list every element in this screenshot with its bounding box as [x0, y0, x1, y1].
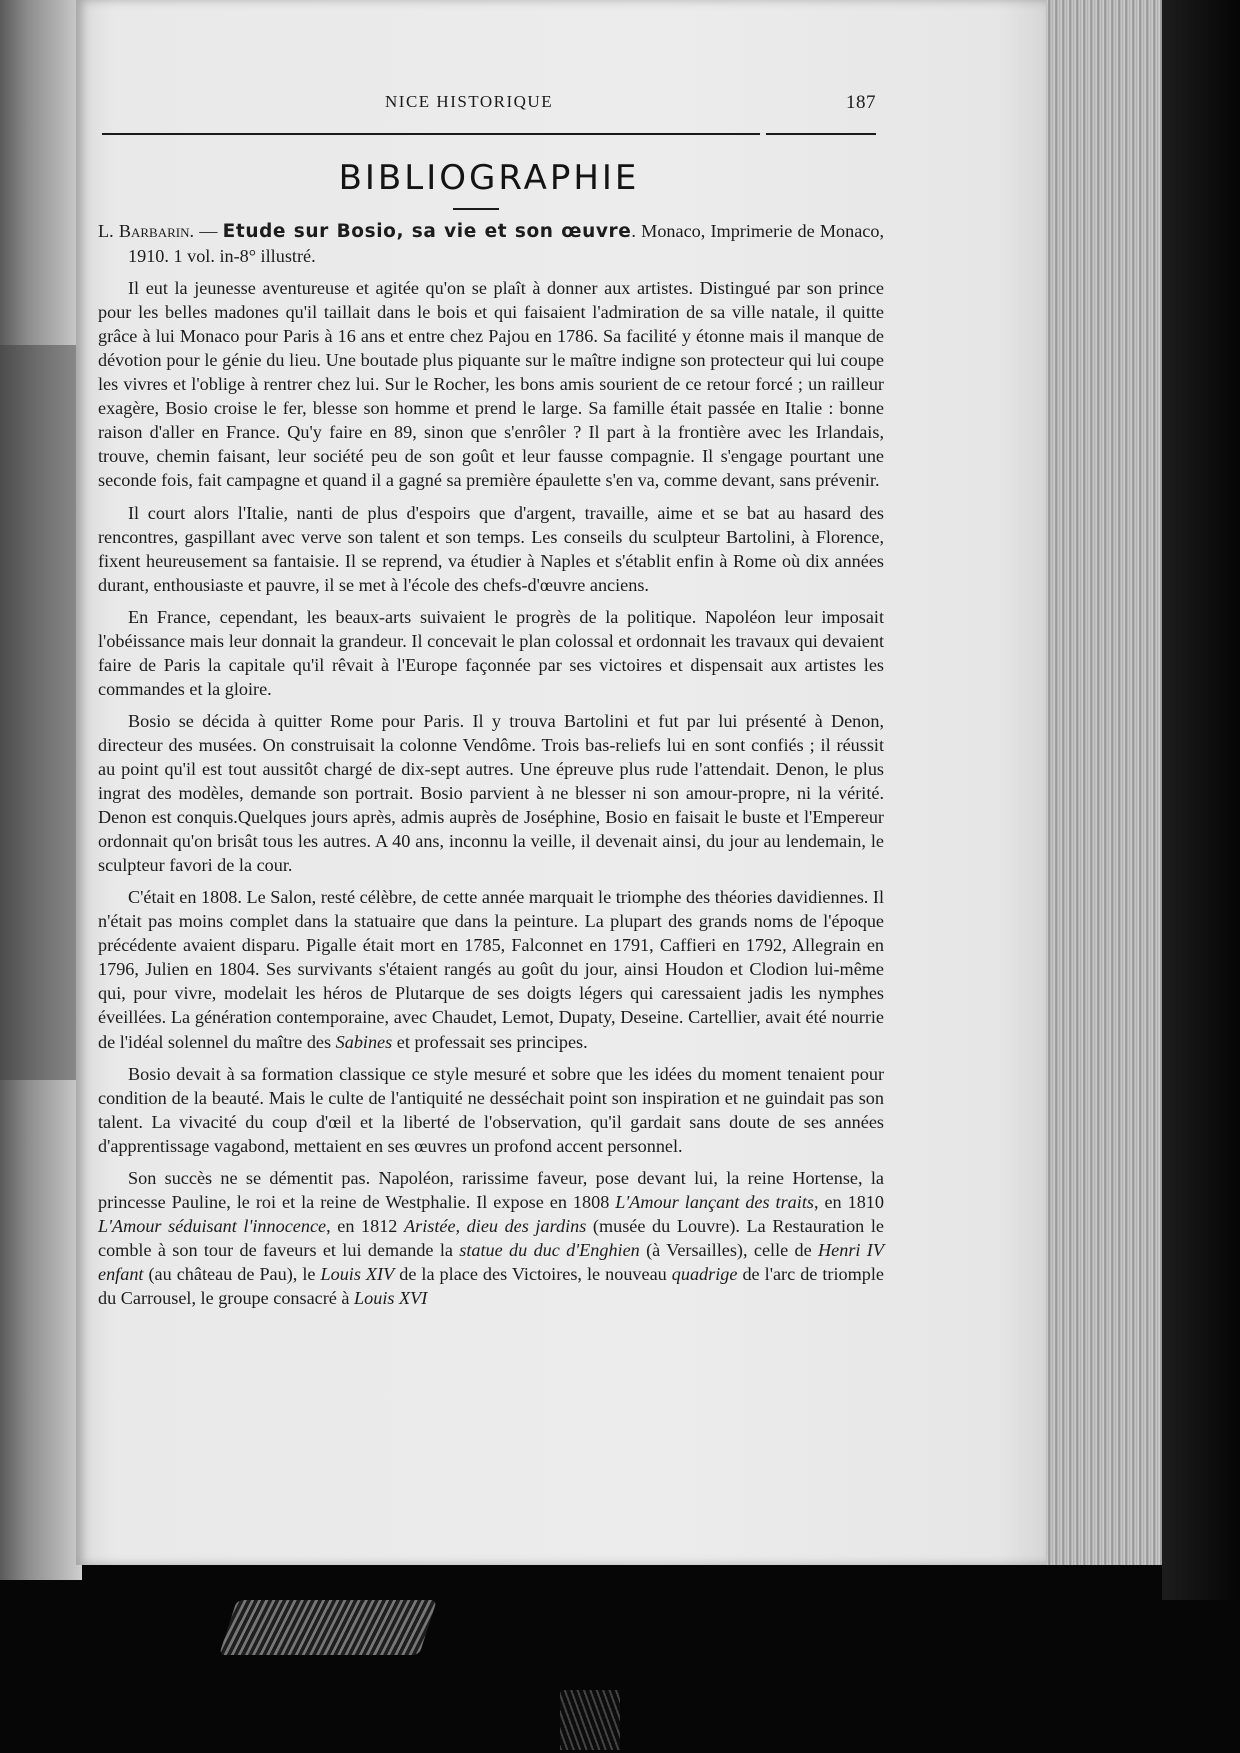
entry-dash: —: [194, 221, 223, 241]
paragraph: Il eut la jeunesse aventureuse et agitée qu'on se plaît à donner aux artistes. Distingué par son prince pour les belles madones qu'il taillait dans le bois et qui faisaient l'admiration de sa ville natale, il quitte grâce à lui Monaco pour Paris à 16 ans et entre chez Pajou en 1786. Sa facilité y étonne mais il manque de dévotion pour le génie du lieu. Une boutade plus piquante sur le maître indigne son protecteur qui lui coupe les vivres et l'oblige à rentrer chez lui. Sur le Rocher, les bons amis sourient de ce retour forcé ; un railleur exagère, Bosio croise le fer, blesse son homme et prend le large. Sa famille était passée en Italie : bonne raison d'aller en France. Qu'y faire en 89, sinon que s'enrôler ? Il part à la frontière avec les Irlandais, trouve, chemin faisant, leur société peu de son goût et leur fausse compagnie. Il s'engage pourtant une seconde fois, fait campagne et quand il a gagné sa première épaulette s'en va, comme devant, sans prévenir.: [98, 278, 884, 491]
scanner-right-shadow: [1162, 0, 1240, 1600]
scan-artifact: [560, 1690, 620, 1750]
italic-title: Sabines: [335, 1031, 393, 1052]
scanner-left-margin: [0, 0, 82, 1580]
section-title: BIBLIOGRAPHIE: [338, 158, 640, 198]
italic-title: Aristée, dieu des jardins: [404, 1215, 587, 1236]
italic-title: L'Amour lançant des traits: [615, 1191, 814, 1212]
paragraph: [98, 885, 884, 1053]
italic-title: Louis XIV: [320, 1263, 395, 1284]
entry-publication: . Monaco, Imprimerie de Monaco, 1910. 1 vol. in-8° illustré.: [128, 221, 885, 267]
paragraph-text: , en 1812: [326, 1215, 404, 1236]
bibliography-entry: [98, 219, 884, 268]
italic-title: quadrige: [671, 1263, 738, 1284]
paragraph: Bosio devait à sa formation classique ce style mesuré et sobre que les idées du moment tenaient pour condition de la beauté. Mais le culte de l'antiquité ne desséchait point son inspiration et ne guindait pas son talent. La vivacité du coup d'œil et la liberté de l'observation, qu'il gardait sans doute de ses années d'apprentissage vagabond, mettaient en ses œuvres un profond accent personnel.: [98, 1063, 884, 1156]
italic-title: Henri IV enfant: [98, 1239, 884, 1284]
paragraph: En France, cependant, les beaux-arts suivaient le progrès de la politique. Napoléon leur imposait l'obéissance mais leur donnait la grandeur. Il concevait le plan colossal et ordonnait les travaux qui devaient faire de Paris la capitale qu'il rêvait à l'Europe façonnée par ses victoires et dispensait aux artistes les commandes et la gloire.: [98, 606, 884, 699]
paragraph: Il court alors l'Italie, nanti de plus d'espoirs que d'argent, travaille, aime et se bat au hasard des rencontres, gaspillant avec verve son talent et son temps. Les conseils du sculpteur Bartolini, à Florence, fixent heureusement sa fantaisie. Il se reprend, va étudier à Naples et s'établit enfin à Rome où dix années durant, enthousiaste et pauvre, il se met à l'école des chefs-d'œuvre anciens.: [98, 502, 884, 595]
entry-author: L. Barbarin.: [98, 221, 195, 241]
running-head: [102, 92, 876, 118]
paragraph-text: (musée du Louvre). La Restauration le comble à son tour de faveurs et lui demande la: [98, 1215, 884, 1260]
paragraph-text: (au château de Pau), le: [143, 1263, 321, 1284]
paragraph: Bosio se décida à quitter Rome pour Paris. Il y trouva Bartolini et fut par lui présenté à Denon, directeur des musées. On construisait la colonne Vendôme. Trois bas-reliefs lui en sont confiés ; il réussit au point qu'il est tout aussitôt chargé de dix-sept autres. Une épreuve plus rude l'attendait. Denon, le plus ingrat des modèles, demande son portrait. Bosio parvient à ne blesser ni son amour-propre, ni la vérité. Denon est conquis.Quelques jours après, admis auprès de Joséphine, Bosio en faisait le buste et l'Empereur ordonnait qu'on brisât tous les autres. A 40 ans, inconnu la veille, il devenait ainsi, du jour au lendemain, le sculpteur favori de la cour.: [98, 710, 884, 876]
paragraph-text: , en 1810: [813, 1191, 884, 1212]
book-page-edges: [1044, 0, 1162, 1565]
paragraph-text: Son succès ne se démentit pas. Napoléon, rarissime faveur, pose devant lui, la reine Hortense, la princesse Pauline, le roi et la reine de Westphalie. Il expose en 1808: [98, 1167, 884, 1212]
scanner-dark-band: [0, 345, 82, 1080]
italic-title: statue du duc d'Enghien: [459, 1239, 640, 1260]
paragraph-text: C'était en 1808. Le Salon, resté célèbre, de cette année marquait le triomphe des théories davidiennes. Il n'était pas moins complet dans la statuaire que dans la peinture. La plupart des grands noms de l'époque précédente avaient disparu. Pigalle était mort en 1785, Falconnet en 1791, Caffieri en 1792, Allegrain en 1796, Julien en 1804. Ses survivants s'étaient rangés au goût du jour, ainsi Houdon et Clodion lui-même qui, pour vivre, modelait les héros de Plutarque de ses doigts légers qui caressaient jadis les nymphes éveillées. La génération contemporaine, avec Chaudet, Lemot, Dupaty, Deseine. Cartellier, avait été nourrie de l'idéal solennel du maître des: [98, 887, 884, 1052]
paragraph-text: (à Versailles), celle de: [639, 1239, 819, 1260]
header-rule-gap: [760, 132, 766, 136]
paragraph-text: de la place des Victoires, le nouveau: [394, 1263, 672, 1284]
entry-title: Etude sur Bosio, sa vie et son œuvre: [222, 221, 632, 242]
scan-artifact: [219, 1600, 437, 1655]
paragraph-text: de l'arc de triomple du Carrousel, le groupe consacré à: [98, 1263, 884, 1308]
article-body: [98, 219, 884, 1310]
paragraph-text: et professait ses principes.: [392, 1031, 588, 1052]
title-underline: [453, 208, 499, 210]
page-number: 187: [846, 92, 876, 113]
italic-title: L'Amour séduisant l'innocence: [98, 1215, 327, 1236]
running-title: NICE HISTORIQUE: [385, 92, 554, 111]
paragraph: [98, 1166, 884, 1310]
italic-title: Louis XVI: [354, 1287, 428, 1308]
